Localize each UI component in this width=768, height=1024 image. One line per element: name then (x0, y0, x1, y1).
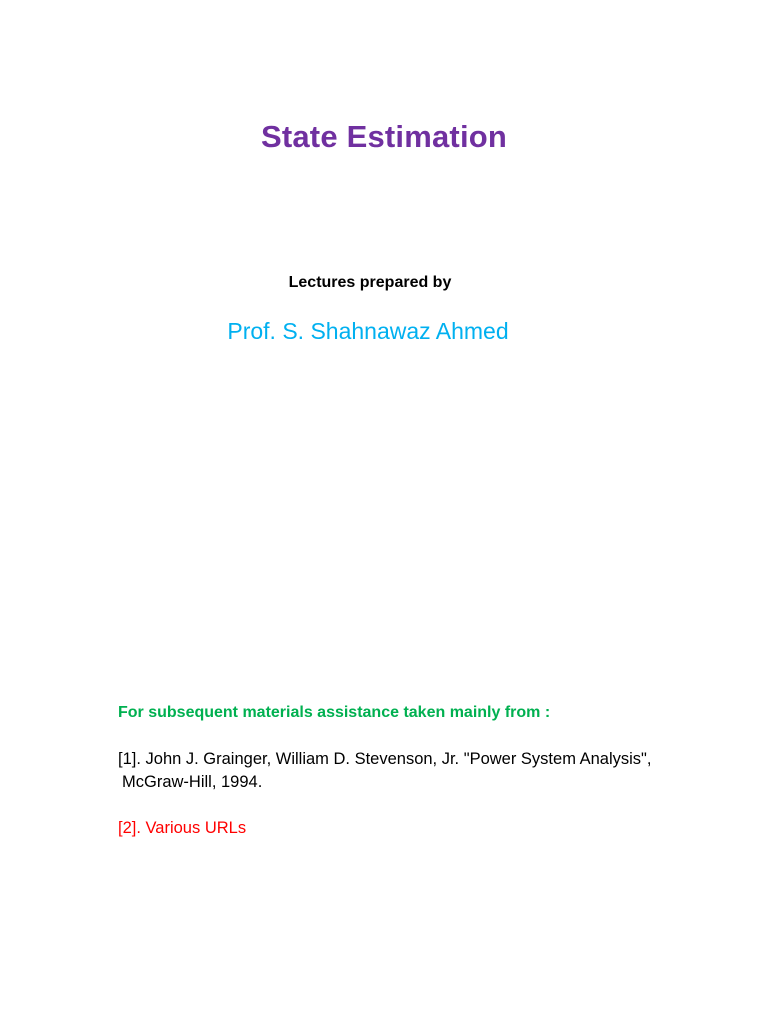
references-section (118, 702, 738, 863)
reference-1-line-2: McGraw-Hill, 1994. (122, 773, 263, 791)
prepared-by-label: Lectures prepared by (288, 274, 452, 291)
document-title: State Estimation (260, 119, 508, 154)
author-name: Prof. S. Shahnawaz Ahmed (227, 318, 509, 344)
reference-2-line-1: [2]. Various URLs (118, 819, 247, 837)
reference-item-2 (118, 817, 738, 840)
reference-1-line-1: [1]. John J. Grainger, William D. Stevenson, Jr. "Power System Analysis", (118, 750, 652, 768)
reference-item-1 (118, 748, 738, 794)
references-heading: For subsequent materials assistance taken mainly from : (118, 704, 551, 721)
